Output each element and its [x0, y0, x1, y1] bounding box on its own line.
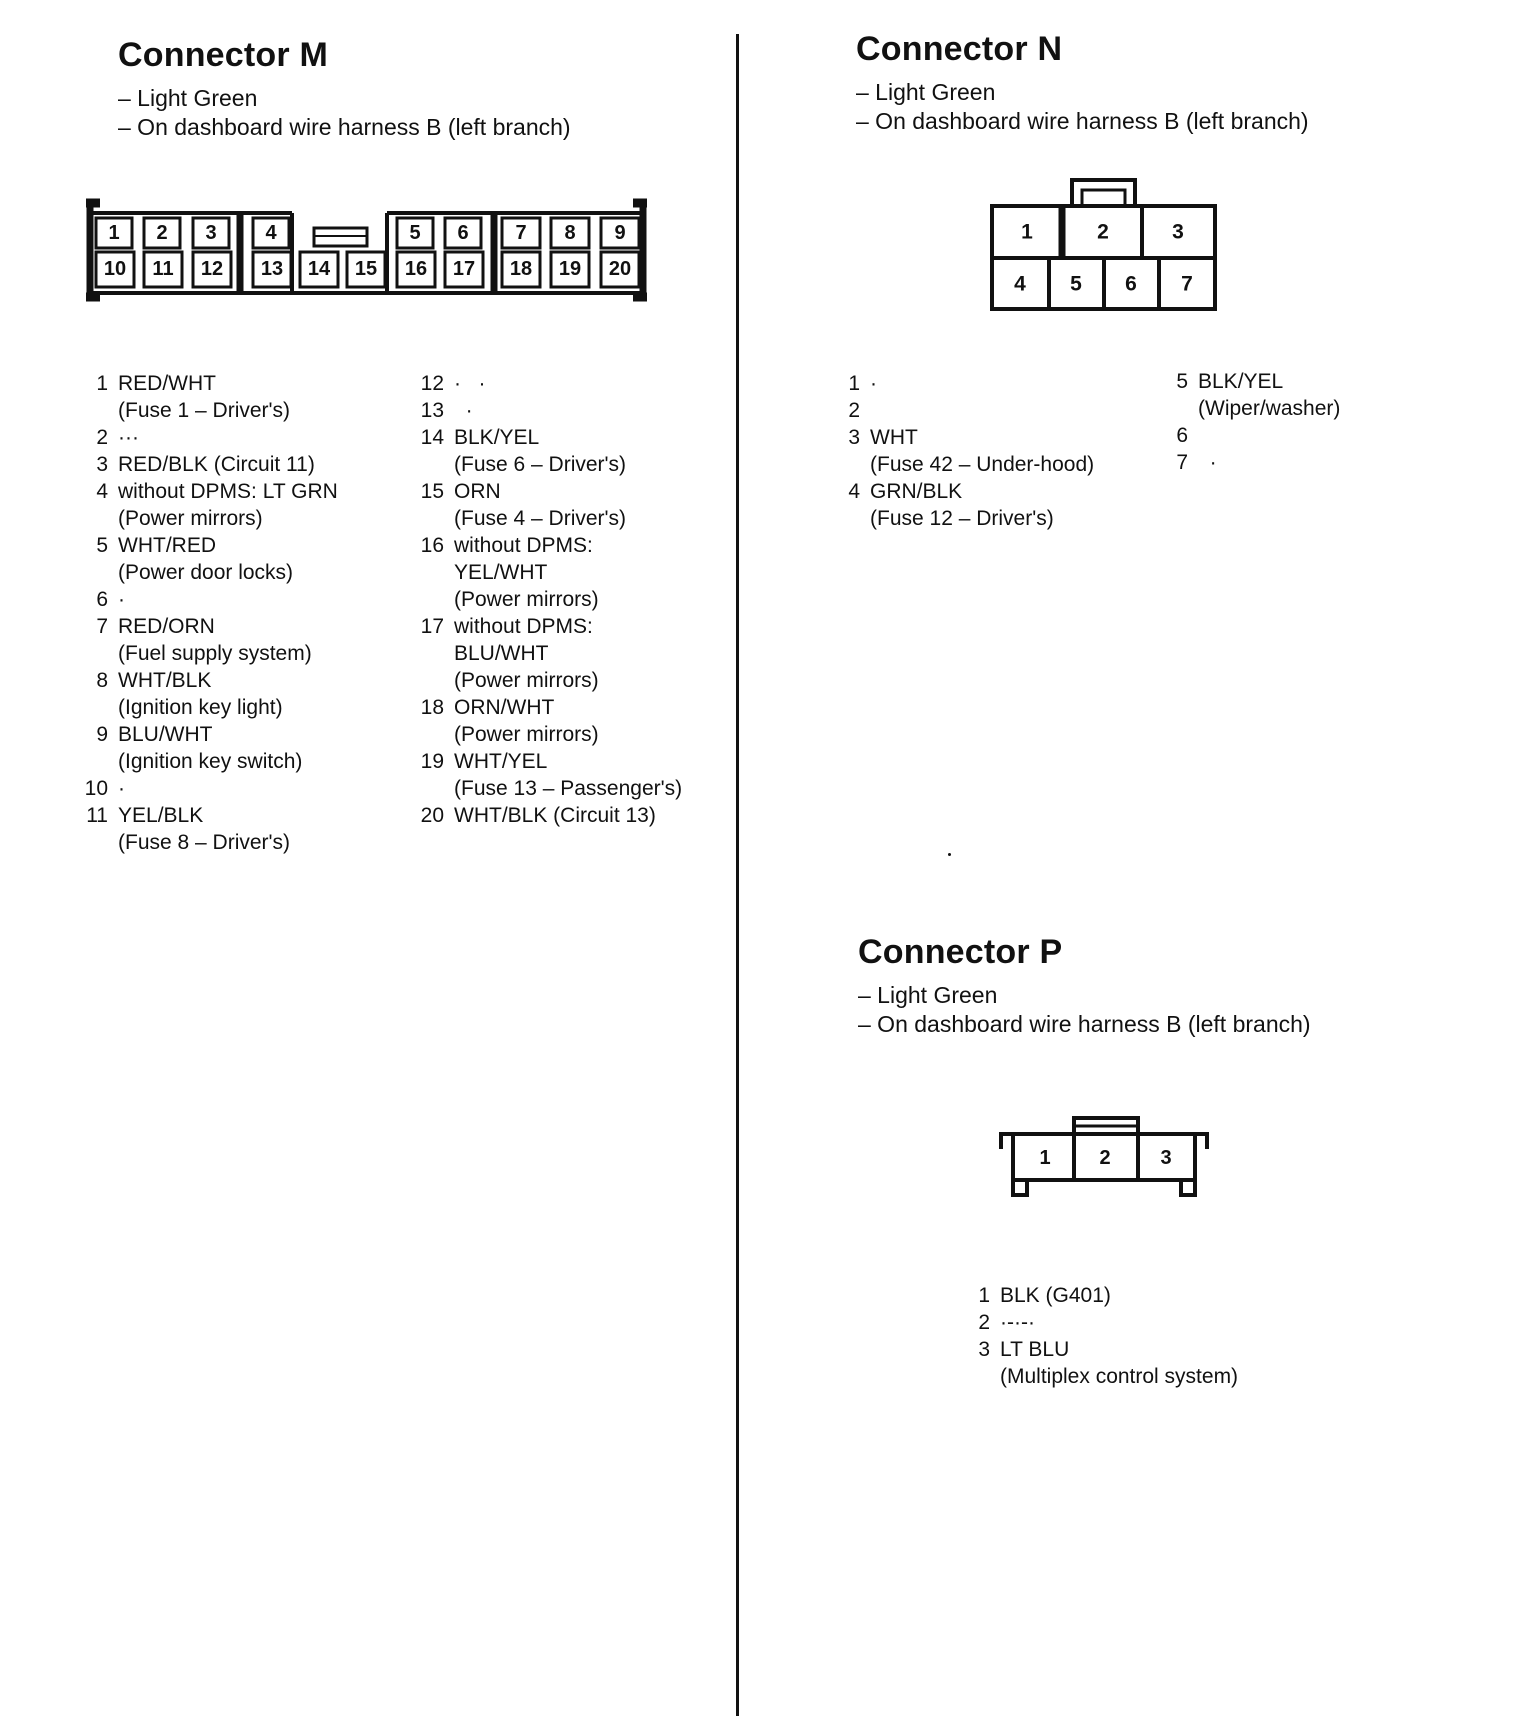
pin-number: 19: [420, 750, 444, 773]
connector-m-pin-4: 4: [265, 222, 277, 244]
connector-m-pin-18: 18: [509, 258, 533, 280]
connector-m-pin-19: 19: [558, 258, 582, 280]
pin-description: ···: [118, 426, 139, 449]
connector-p-location: – On dashboard wire harness B (left branch): [858, 1011, 1311, 1037]
pin-description: RED/WHT (Fuse 1 – Driver's): [118, 372, 291, 422]
connector-n-color: – Light Green: [856, 79, 996, 105]
pin-number: 20: [420, 804, 444, 827]
connector-n-title: Connector N: [856, 30, 1063, 68]
pin-description: WHT/YEL (Fuse 13 – Passenger's): [454, 750, 683, 800]
connector-p-pin-1: 1: [1039, 1147, 1051, 1169]
pin-description: ·: [118, 777, 125, 800]
pin-number: 16: [420, 534, 444, 557]
connector-m-pin-15: 15: [354, 258, 378, 280]
pin-entry: [966, 1282, 1238, 1309]
pin-number: 8: [96, 669, 108, 692]
pin-number: 12: [420, 372, 444, 395]
pin-number: 2: [978, 1311, 990, 1334]
connector-p-pin-2: 2: [1099, 1147, 1111, 1169]
pin-description: without DPMS: YEL/WHT (Power mirrors): [454, 534, 599, 611]
pin-number: 2: [96, 426, 108, 449]
connector-m-pin-2: 2: [156, 222, 168, 244]
pin-description: RED/BLK (Circuit 11): [118, 453, 315, 476]
pin-number: 14: [420, 426, 444, 449]
connector-m-pin-12: 12: [200, 258, 224, 280]
connector-m-pin-9: 9: [614, 222, 626, 244]
connector-m-title: Connector M: [118, 36, 328, 74]
pin-number: 10: [84, 777, 108, 800]
connector-m-pin-7: 7: [515, 222, 527, 244]
pin-description: ·: [118, 588, 125, 611]
connector-n-pin-1: 1: [1021, 220, 1033, 244]
pin-description: without DPMS: LT GRN (Power mirrors): [118, 480, 338, 530]
connector-m-pin-5: 5: [409, 222, 421, 244]
pin-number: 3: [978, 1338, 990, 1361]
pin-description: GRN/BLK (Fuse 12 – Driver's): [870, 480, 1054, 530]
pin-number: 13: [420, 399, 444, 422]
connector-n-pin-3: 3: [1172, 220, 1184, 244]
pin-description: ·: [870, 372, 877, 395]
pin-description: BLK/YEL (Wiper/washer): [1198, 370, 1341, 420]
pin-number: 5: [96, 534, 108, 557]
connector-n-pin-4: 4: [1014, 272, 1026, 296]
pin-number: 6: [96, 588, 108, 611]
pin-number: 6: [1176, 424, 1188, 447]
pin-number: 1: [96, 372, 108, 395]
pin-description: WHT/BLK (Circuit 13): [454, 804, 656, 827]
pin-number: 1: [848, 372, 860, 395]
connector-p-title: Connector P: [858, 933, 1063, 971]
pin-description: WHT (Fuse 42 – Under-hood): [870, 426, 1095, 476]
pin-description: ·: [454, 399, 473, 422]
pin-number: 15: [420, 480, 444, 503]
pin-entry: [966, 1309, 1238, 1336]
connector-m-location: – On dashboard wire harness B (left branch): [118, 114, 571, 140]
connector-m-pin-8: 8: [564, 222, 576, 244]
connector-m-pin-11: 11: [152, 258, 174, 280]
connector-n-pin-2: 2: [1097, 220, 1109, 244]
pin-number: 7: [1176, 451, 1188, 474]
connector-m-color: – Light Green: [118, 85, 258, 111]
connector-n-pin-6: 6: [1125, 272, 1137, 296]
connector-m-pin-14: 14: [307, 258, 331, 280]
pin-description: WHT/BLK (Ignition key light): [118, 669, 283, 719]
pin-description: BLK (G401): [1000, 1284, 1111, 1307]
connector-n-location: – On dashboard wire harness B (left branch): [856, 108, 1309, 134]
pin-number: 17: [420, 615, 444, 638]
connector-p-pin-3: 3: [1160, 1147, 1172, 1169]
pin-description: ·-·-·: [1000, 1311, 1035, 1334]
pin-description: ORN (Fuse 4 – Driver's): [454, 480, 627, 530]
connector-m-pin-16: 16: [404, 258, 428, 280]
pin-number: 3: [848, 426, 860, 449]
connector-m-pin-10: 10: [103, 258, 127, 280]
pin-description: ORN/WHT (Power mirrors): [454, 696, 599, 746]
pin-number: 7: [96, 615, 108, 638]
pin-number: 5: [1176, 370, 1188, 393]
pin-description: BLU/WHT (Ignition key switch): [118, 723, 303, 773]
connector-m-pin-17: 17: [452, 258, 476, 280]
pin-description: RED/ORN (Fuel supply system): [118, 615, 312, 665]
pin-description: LT BLU (Multiplex control system): [1000, 1338, 1239, 1388]
pin-number: 3: [96, 453, 108, 476]
connector-m-pin-3: 3: [205, 222, 217, 244]
pin-number: 2: [848, 399, 860, 422]
pin-number: 18: [420, 696, 444, 719]
pin-number: 1: [978, 1284, 990, 1307]
pin-number: 9: [96, 723, 108, 746]
pin-number: 4: [96, 480, 108, 503]
pin-description: BLK/YEL (Fuse 6 – Driver's): [454, 426, 627, 476]
connector-p-color: – Light Green: [858, 982, 998, 1008]
pin-description: ·: [1198, 451, 1217, 474]
pin-description: without DPMS: BLU/WHT (Power mirrors): [454, 615, 599, 692]
connector-p-pins: [966, 1282, 1238, 1390]
connector-m-pin-13: 13: [260, 258, 284, 280]
pin-number: 11: [86, 804, 108, 827]
pin-description: YEL/BLK (Fuse 8 – Driver's): [118, 804, 291, 854]
pin-description: WHT/RED (Power door locks): [118, 534, 294, 584]
connector-m-pin-1: 1: [108, 222, 120, 244]
connector-m-pin-20: 20: [608, 258, 632, 280]
pin-entry: [966, 1336, 1238, 1390]
pin-number: 4: [848, 480, 860, 503]
pin-description: · ·: [454, 372, 486, 395]
connector-m-pin-6: 6: [457, 222, 469, 244]
connector-n-pin-5: 5: [1070, 272, 1082, 296]
connector-n-pin-7: 7: [1181, 272, 1193, 296]
